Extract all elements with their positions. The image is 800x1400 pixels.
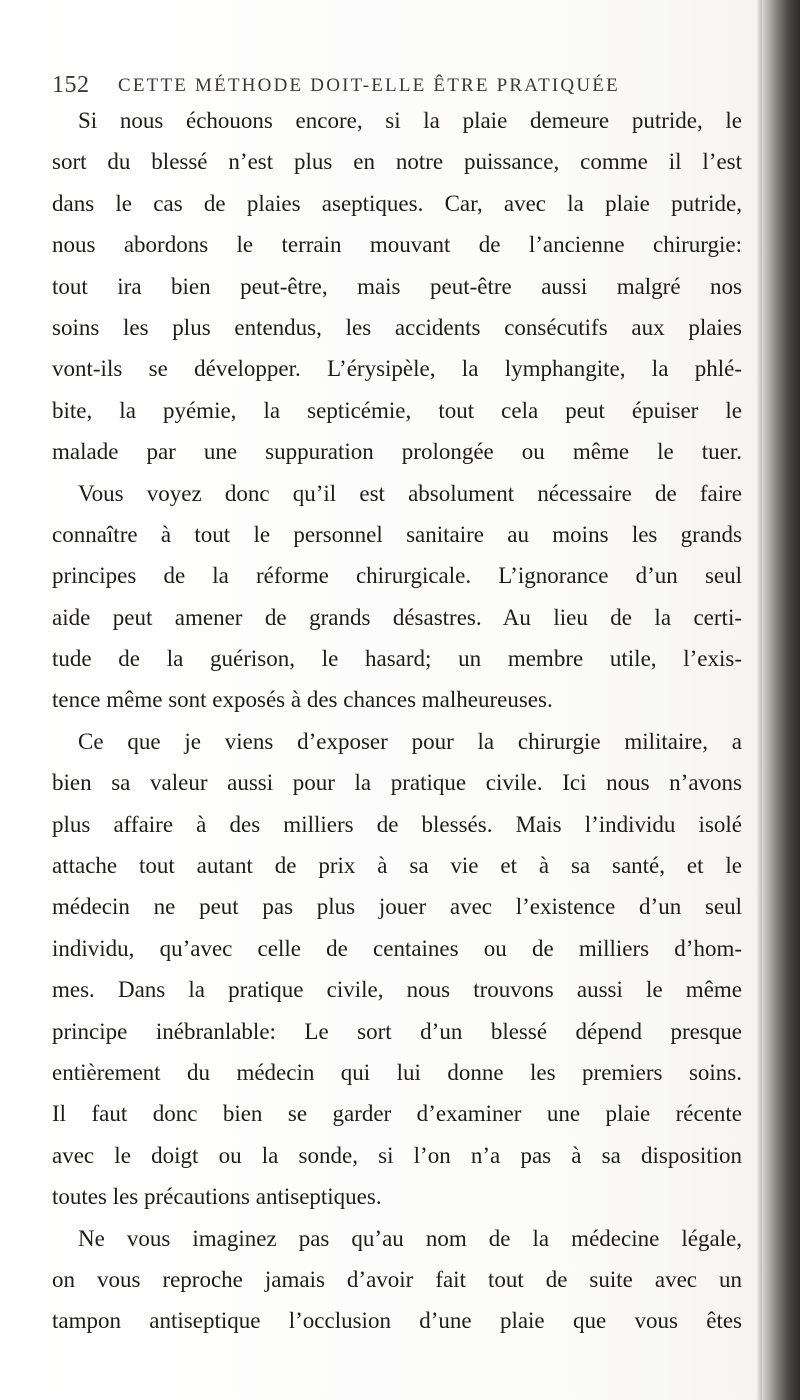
text-line: malade par une suppuration prolongée ou même le tuer. xyxy=(52,439,742,465)
text-line: on vous reproche jamais d’avoir fait tout de suite avec un xyxy=(52,1266,742,1292)
text-line: nous abordons le terrain mouvant de l’ancienne chirurgie: xyxy=(52,232,742,258)
text-line: principes de la réforme chirurgicale. L’ignorance d’un seul xyxy=(52,563,742,589)
text-line: dans le cas de plaies aseptiques. Car, avec la plaie putride, xyxy=(52,190,742,216)
text-line: Ne vous imaginez pas qu’au nom de la médecine légale, xyxy=(78,1225,742,1251)
page-number: 152 xyxy=(52,72,90,98)
text-line: tout ira bien peut-être, mais peut-être aussi malgré nos xyxy=(52,273,742,299)
text-line: mes. Dans la pratique civile, nous trouvons aussi le même xyxy=(52,977,742,1003)
text-line: bite, la pyémie, la septicémie, tout cela peut épuiser le xyxy=(52,397,742,423)
book-binding-edge xyxy=(762,0,800,1400)
text-line: attache tout autant de prix à sa vie et à sa santé, et le xyxy=(52,853,742,879)
text-line: aide peut amener de grands désastres. Au lieu de la certi- xyxy=(52,604,742,630)
text-line: entièrement du médecin qui lui donne les premiers soins. xyxy=(52,1059,742,1085)
text-line: Vous voyez donc qu’il est absolument nécessaire de faire xyxy=(78,480,742,506)
text-line: tence même sont exposés à des chances malheureuses. xyxy=(52,687,553,713)
text-line: tude de la guérison, le hasard; un membre utile, l’exis- xyxy=(52,646,742,672)
text-line: plus affaire à des milliers de blessés. Mais l’individu isolé xyxy=(52,811,742,837)
text-line: tampon antiseptique l’occlusion d’une plaie que vous êtes xyxy=(52,1308,742,1334)
text-line: Il faut donc bien se garder d’examiner une plaie récente xyxy=(52,1101,742,1127)
text-line: vont-ils se développer. L’érysipèle, la lymphangite, la phlé- xyxy=(52,356,742,382)
text-line: Ce que je viens d’exposer pour la chirurgie militaire, a xyxy=(78,728,742,754)
text-line: bien sa valeur aussi pour la pratique civile. Ici nous n’avons xyxy=(52,770,742,796)
body-text xyxy=(52,100,742,1342)
text-line: sort du blessé n’est plus en notre puissance, comme il l’est xyxy=(52,149,742,175)
text-line: médecin ne peut pas plus jouer avec l’existence d’un seul xyxy=(52,894,742,920)
text-line: soins les plus entendus, les accidents consécutifs aux plaies xyxy=(52,314,742,340)
text-line: connaître à tout le personnel sanitaire au moins les grands xyxy=(52,521,742,547)
text-line: toutes les précautions antiseptiques. xyxy=(52,1184,382,1210)
running-head: CETTE MÉTHODE DOIT-ELLE ÊTRE PRATIQUÉE xyxy=(118,75,620,96)
text-line: individu, qu’avec celle de centaines ou de milliers d’hom- xyxy=(52,935,742,961)
text-line: avec le doigt ou la sonde, si l’on n’a pas à sa disposition xyxy=(52,1142,742,1168)
text-line: Si nous échouons encore, si la plaie demeure putride, le xyxy=(78,108,742,133)
text-line: principe inébranlable: Le sort d’un blessé dépend presque xyxy=(52,1018,742,1044)
